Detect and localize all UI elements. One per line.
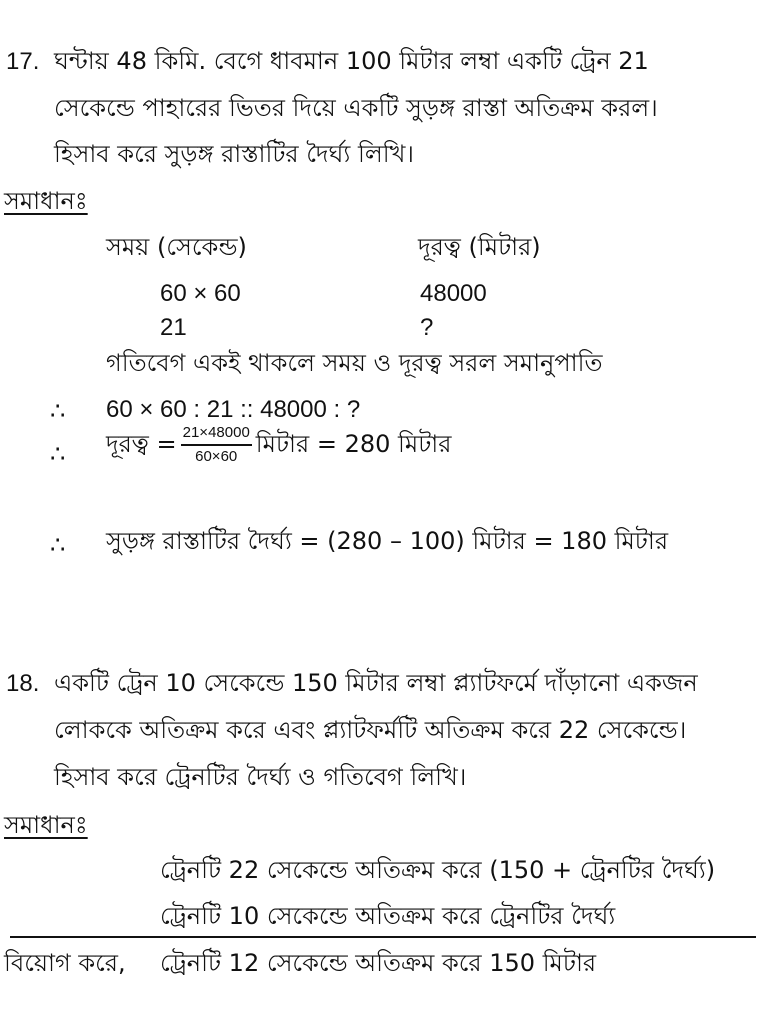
table-cell: ?: [420, 314, 434, 341]
distance-result: মিটার = 280 মিটার: [255, 430, 452, 459]
solution-heading: সমাধানঃ: [4, 811, 88, 839]
proportion-equation: 60 × 60 : 21 :: 48000 : ?: [106, 396, 361, 423]
therefore-symbol: ∴: [50, 440, 66, 468]
subtract-label: বিয়োগ করে,: [4, 949, 126, 977]
solution-heading: সমাধানঃ: [4, 187, 88, 215]
fraction: [181, 424, 252, 466]
distance-label: দূরত্ব =: [106, 430, 177, 459]
proportion-statement: গতিবেগ একই থাকলে সময় ও দূরত্ব সরল সমানুপাতি: [106, 349, 603, 377]
column-header-distance: দূরত্ব (মিটার): [418, 233, 541, 261]
table-cell: 21: [160, 314, 187, 341]
fraction-numerator: 21×48000: [181, 424, 252, 446]
question-number: 18.: [6, 670, 40, 697]
subtraction-rule: [10, 936, 756, 938]
solution-line: ট্রেনটি 12 সেকেন্ডে অতিক্রম করে 150 মিটার: [160, 949, 597, 977]
question-text: হিসাব করে ট্রেনটির দৈর্ঘ্য ও গতিবেগ লিখি।: [54, 763, 467, 791]
fraction-denominator: 60×60: [195, 448, 238, 465]
table-cell: 48000: [420, 280, 487, 307]
distance-equation: [106, 424, 451, 466]
therefore-symbol: ∴: [50, 531, 66, 559]
question-number: 17.: [6, 48, 40, 75]
solution-line: ট্রেনটি 22 সেকেন্ডে অতিক্রম করে (150 + ট্রেনটির দৈর্ঘ্য): [160, 856, 716, 884]
question-text: ঘন্টায় 48 কিমি. বেগে ধাবমান 100 মিটার লম্বা একটি ট্রেন 21: [54, 47, 649, 75]
question-text: একটি ট্রেন 10 সেকেন্ডে 150 মিটার লম্বা প্ল্যাটফর্মে দাঁড়ানো একজন: [54, 669, 698, 697]
table-cell: 60 × 60: [160, 280, 241, 307]
solution-line: ট্রেনটি 10 সেকেন্ডে অতিক্রম করে ট্রেনটির দৈর্ঘ্য: [160, 902, 616, 930]
question-text: লোককে অতিক্রম করে এবং প্ল্যাটফর্মটি অতিক্রম করে 22 সেকেন্ডে।: [54, 716, 687, 744]
column-header-time: সময় (সেকেন্ড): [106, 233, 247, 261]
question-text: হিসাব করে সুড়ঙ্গ রাস্তাটির দৈর্ঘ্য লিখি।: [54, 140, 414, 168]
question-text: সেকেন্ডে পাহারের ভিতর দিয়ে একটি সুড়ঙ্গ রাস্তা অতিক্রম করল।: [54, 94, 658, 122]
therefore-symbol: ∴: [50, 397, 66, 425]
final-answer: সুড়ঙ্গ রাস্তাটির দৈর্ঘ্য = (280 – 100) মিটার = 180 মিটার: [106, 527, 669, 555]
